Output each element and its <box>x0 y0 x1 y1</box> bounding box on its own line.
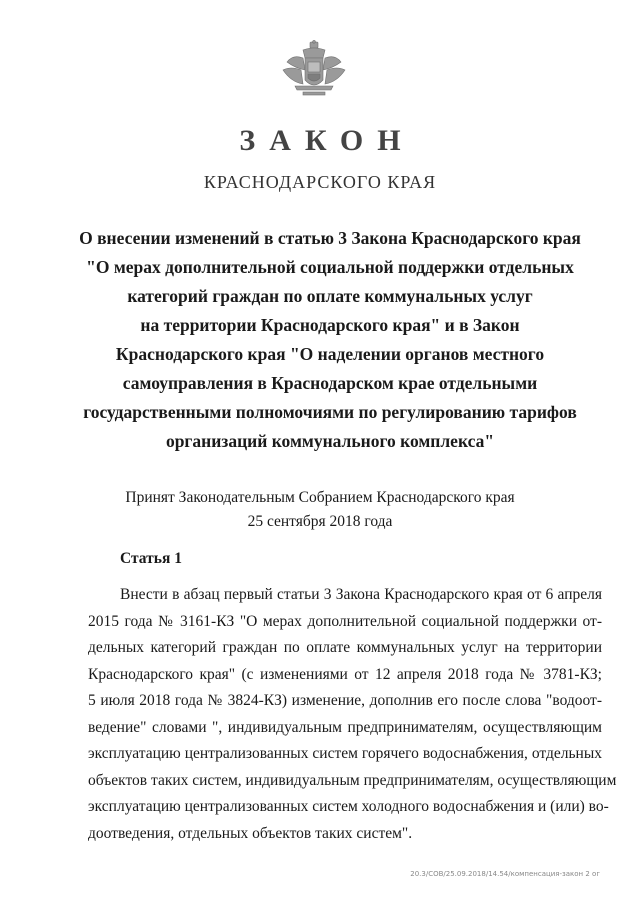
law-title <box>60 224 600 456</box>
law-title-line: О внесении изменений в статью 3 Закона Краснодарского края <box>79 228 581 248</box>
article-heading: Статья 1 <box>120 550 182 567</box>
article-body <box>88 582 617 847</box>
law-title-line: Краснодарского края "О наделении органов местного <box>115 344 545 364</box>
article-line: объектов таких систем, индивидуальным предпринимателям, осуществляющим <box>88 771 617 789</box>
article-line: Внести в абзац первый статьи 3 Закона Краснодарского края от 6 апреля <box>120 586 602 603</box>
article-line: Краснодарского края" (с изменениями от 12 апреля 2018 года № 3781-КЗ; <box>88 665 602 683</box>
law-title-line: государственными полномочиями по регулированию тарифов <box>83 402 577 422</box>
article-line: эксплуатацию централизованных систем горячего водоснабжения, отдельных <box>88 745 602 762</box>
article-line: 2015 года № 3161-КЗ "О мерах дополнительной социальной поддержки от- <box>88 612 602 630</box>
coat-of-arms-emblem <box>281 40 347 98</box>
law-title-line: категорий граждан по оплате коммунальных услуг <box>127 286 533 306</box>
document-region-heading: КРАСНОДАРСКОГО КРАЯ <box>203 172 437 192</box>
article-line: эксплуатацию централизованных систем холодного водоснабжения и (или) во- <box>88 798 609 815</box>
document-footer-code: 20.3/СОВ/25.09.2018/14.54/компенсация-закон 2 ог <box>410 870 600 878</box>
article-line: 5 июля 2018 года № 3824-КЗ) изменение, дополнив его после слова "водоот- <box>88 692 602 709</box>
article-line: доотведения, отдельных объектов таких систем". <box>88 824 413 842</box>
law-title-line: организаций коммунального комплекса" <box>165 431 495 451</box>
article-line: дельных категорий граждан по оплате коммунальных услуг на территории <box>88 639 602 656</box>
adoption-body: Принят Законодательным Собранием Краснодарского края <box>125 489 515 506</box>
document-type-heading: ЗАКОН <box>239 124 415 157</box>
law-title-line: на территории Краснодарского края" и в Закон <box>140 315 520 335</box>
adoption-note <box>0 486 640 534</box>
law-title-line: "О мерах дополнительной социальной поддержки отдельных <box>86 257 574 277</box>
law-title-line: самоуправления в Краснодарском крае отдельными <box>122 373 538 393</box>
adoption-date: 25 сентября 2018 года <box>247 513 393 530</box>
article-line: ведение" словами ", индивидуальным предпринимателям, осуществляющим <box>88 718 602 736</box>
